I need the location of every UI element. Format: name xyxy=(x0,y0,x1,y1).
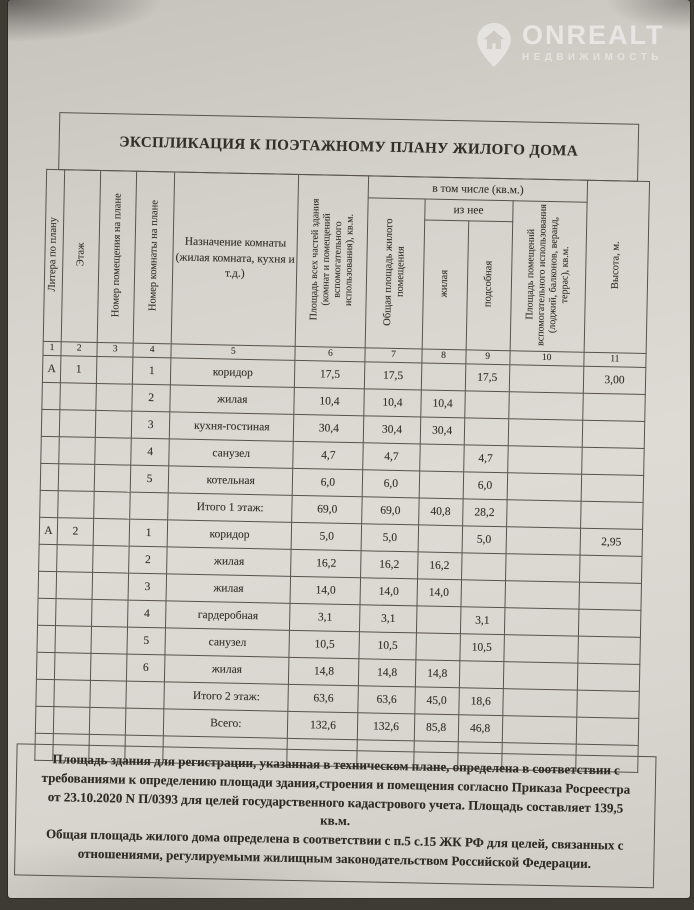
table-cell: 4 xyxy=(128,600,167,628)
table-cell xyxy=(464,391,509,419)
table-cell: 3,1 xyxy=(460,607,505,635)
table-cell: А xyxy=(39,517,58,544)
table-cell: 16,2 xyxy=(417,552,462,580)
table-cell: 46,8 xyxy=(458,715,503,743)
table-cell: 18,6 xyxy=(458,688,503,716)
table-cell: 4,7 xyxy=(463,445,508,473)
table-cell xyxy=(581,447,644,475)
table-cell: котельная xyxy=(168,466,293,495)
table-cell: коридор xyxy=(171,358,296,387)
table-cell xyxy=(60,383,97,411)
table-cell: 14,0 xyxy=(417,579,462,607)
col-num: 2 xyxy=(61,342,97,357)
table-cell xyxy=(580,501,643,529)
col-header-naznachenie: Назначение комнаты (жилая комната, кухня и т.д.) xyxy=(171,172,299,346)
table-cell: 10,4 xyxy=(294,387,365,415)
col-header-litera: Литера по плану xyxy=(43,169,64,341)
table-cell xyxy=(125,708,164,736)
table-cell xyxy=(57,545,94,573)
table-cell xyxy=(39,544,58,571)
watermark-brand: ONREALT xyxy=(522,20,665,50)
table-cell: 17,5 xyxy=(365,362,422,390)
col-num: 7 xyxy=(365,348,421,363)
table-cell: 10,5 xyxy=(359,632,416,660)
group-header-v-tom-chisle: в том числе (кв.м.) xyxy=(369,176,588,202)
col-header-vysota: Высота, м. xyxy=(584,180,650,353)
table-cell xyxy=(41,436,60,463)
table-header xyxy=(43,169,650,367)
table-cell: А xyxy=(42,355,61,382)
table-cell xyxy=(91,626,128,654)
explication-table xyxy=(34,169,650,773)
col-num: 9 xyxy=(465,350,509,365)
table-cell: 4,7 xyxy=(293,441,364,469)
table-cell xyxy=(42,382,61,409)
notes-box xyxy=(14,743,657,888)
table-cell xyxy=(54,653,91,681)
table-cell xyxy=(579,582,642,610)
table-cell xyxy=(93,545,130,573)
table-cell xyxy=(507,446,582,474)
document-page xyxy=(8,0,690,898)
col-num: 4 xyxy=(133,343,171,358)
col-header-podsobnaya: подсобная xyxy=(466,221,513,351)
table-cell xyxy=(38,571,57,598)
table-cell xyxy=(415,633,460,661)
col-num: 8 xyxy=(421,349,465,364)
table-cell: Итого 2 этаж: xyxy=(164,682,289,711)
table-cell xyxy=(508,419,583,447)
table-cell: 14,8 xyxy=(415,660,460,688)
table-cell xyxy=(504,608,579,636)
table-cell xyxy=(502,689,577,717)
table-cell: 10,4 xyxy=(420,390,465,418)
table-cell: 6 xyxy=(127,654,166,682)
table-cell xyxy=(419,444,464,472)
col-num: 1 xyxy=(43,341,61,355)
table-cell xyxy=(576,717,639,745)
table-cell: 10,5 xyxy=(459,634,504,662)
group-header-iz-nee: из нее xyxy=(424,199,513,222)
table-cell: 3 xyxy=(128,573,167,601)
table-cell xyxy=(419,471,464,499)
table-cell: жилая xyxy=(170,385,295,414)
table-cell xyxy=(41,409,60,436)
table-cell: 17,5 xyxy=(295,360,366,388)
table-cell xyxy=(577,690,640,718)
table-cell: 10,5 xyxy=(289,630,360,658)
table-cell xyxy=(583,393,646,421)
table-cell xyxy=(95,410,132,438)
table-cell xyxy=(90,680,127,708)
col-header-ploshchad-vseh-chastey: Площадь всех частей здания (комнат и помещений вспомогательного использования), кв.м. xyxy=(296,174,370,347)
col-num: 11 xyxy=(584,352,646,367)
table-cell: санузел xyxy=(165,628,290,657)
table-cell xyxy=(36,652,55,679)
table-cell xyxy=(59,410,96,438)
table-cell: 14,0 xyxy=(290,576,361,604)
table-cell xyxy=(506,500,581,528)
table-cell xyxy=(581,474,644,502)
table-cell: 3,00 xyxy=(583,366,646,394)
table-cell xyxy=(54,680,91,708)
col-num: 10 xyxy=(510,351,584,366)
table-cell xyxy=(58,464,95,492)
col-header-nomer-pomeshcheniya: Номер помещения на плане xyxy=(97,170,136,343)
table-cell: 69,0 xyxy=(362,497,419,525)
table-cell xyxy=(506,527,581,555)
table-cell xyxy=(89,707,126,735)
table-cell xyxy=(459,661,504,689)
table-cell xyxy=(96,383,133,411)
table-cell xyxy=(56,599,93,627)
table-cell: 4 xyxy=(131,438,170,466)
table-cell: 6,0 xyxy=(463,472,508,500)
table-cell: 14,0 xyxy=(360,578,417,606)
table-cell xyxy=(92,572,129,600)
table-cell: 6,0 xyxy=(293,468,364,496)
table-cell: 30,4 xyxy=(364,416,421,444)
table-cell: 6,0 xyxy=(363,470,420,498)
table-cell: 10,4 xyxy=(364,389,421,417)
table-cell xyxy=(464,418,509,446)
table-cell: 16,2 xyxy=(291,549,362,577)
table-cell xyxy=(582,420,645,448)
table-cell: 28,2 xyxy=(462,499,507,527)
table-cell: 3 xyxy=(131,411,170,439)
table-cell xyxy=(418,525,463,553)
table-cell xyxy=(130,492,169,520)
col-header-zhilaya: жилая xyxy=(422,220,469,350)
table-cell: 132,6 xyxy=(288,711,359,739)
table-cell: 5 xyxy=(130,465,169,493)
table-cell xyxy=(92,599,129,627)
table-cell xyxy=(56,572,93,600)
col-header-nomer-komnaty: Номер комнаты на плане xyxy=(133,171,174,344)
table-cell: кухня-гостиная xyxy=(169,412,294,441)
table-cell: 17,5 xyxy=(465,364,510,392)
table-cell xyxy=(461,553,506,581)
table-cell xyxy=(59,437,96,465)
table-cell xyxy=(509,365,584,393)
table-cell xyxy=(58,491,95,519)
table-cell: 5 xyxy=(127,627,166,655)
table-cell xyxy=(508,392,583,420)
table-cell: 2 xyxy=(132,384,171,412)
table-cell: 5,0 xyxy=(291,522,362,550)
table-cell xyxy=(53,707,90,735)
table-cell: гардеробная xyxy=(166,601,291,630)
table-cell xyxy=(90,653,127,681)
table-body xyxy=(35,355,646,772)
table-cell xyxy=(55,626,92,654)
table-cell xyxy=(38,598,57,625)
table-cell: 2,95 xyxy=(580,528,643,556)
table-cell xyxy=(35,706,54,733)
table-cell: 1 xyxy=(60,356,97,384)
table-cell: 2 xyxy=(57,518,94,546)
table-cell xyxy=(93,518,130,546)
table-cell: 40,8 xyxy=(418,498,463,526)
table-cell: 4,7 xyxy=(363,443,420,471)
table-cell xyxy=(36,679,55,706)
note-registration-area: Площадь здания для регистрации, указанная в техническом плане, определена в соответствии с требованиями к определению площади здания,строения и помещения согласно Приказа Росреестра от 23.10.2020 N П/0393 для целей государственного кадастрового учета. Площадь составляет 139,5 кв.м. xyxy=(41,751,631,829)
table-cell xyxy=(578,609,641,637)
table-cell xyxy=(37,625,56,652)
table-cell xyxy=(579,555,642,583)
table-cell xyxy=(502,716,577,744)
table-cell: жилая xyxy=(165,655,290,684)
table-cell xyxy=(94,464,131,492)
table-cell: Всего: xyxy=(163,709,288,738)
document-title: ЭКСПЛИКАЦИЯ К ПОЭТАЖНОМУ ПЛАНУ ЖИЛОГО ДОМА xyxy=(119,133,579,160)
table-cell: 1 xyxy=(132,357,171,385)
table-cell: 45,0 xyxy=(414,687,459,715)
table-cell: 132,6 xyxy=(358,713,415,741)
table-cell xyxy=(40,490,59,517)
table-cell: жилая xyxy=(166,574,291,603)
col-header-etazh: Этаж xyxy=(61,170,100,343)
table-cell: 14,8 xyxy=(359,659,416,687)
table-cell: коридор xyxy=(167,520,292,549)
table-cell xyxy=(416,606,461,634)
table-cell xyxy=(96,356,133,384)
table-cell xyxy=(578,636,641,664)
col-num: 6 xyxy=(295,346,365,361)
table-cell: 2 xyxy=(129,546,168,574)
note-living-area: Общая площадь жилого дома определена в соответствии с п.5 с.15 ЖК РФ для целей, связанных с отношениями, регулируемыми жилищным законодательством Российской Федерации. xyxy=(45,826,624,871)
table-cell: 16,2 xyxy=(361,551,418,579)
table-cell xyxy=(94,491,131,519)
table-cell: санузел xyxy=(169,439,294,468)
col-num: 5 xyxy=(171,344,295,360)
table-cell: 30,4 xyxy=(294,414,365,442)
table-cell: 85,8 xyxy=(414,714,459,742)
table-cell: 14,8 xyxy=(289,657,360,685)
watermark-subtitle: НЕДВИЖИМОСТЬ xyxy=(522,52,663,63)
table-cell: 3,1 xyxy=(290,603,361,631)
table-cell xyxy=(505,554,580,582)
col-num: 3 xyxy=(97,342,133,357)
table-cell xyxy=(126,681,165,709)
table-cell: жилая xyxy=(167,547,292,576)
table-cell xyxy=(504,635,579,663)
col-header-ploshchad-vspomogatelnogo: Площадь помещений вспомогательного использования (лоджий, балконов, веранд, террас), кв.м. xyxy=(510,201,587,352)
table-cell: 30,4 xyxy=(420,417,465,445)
table-cell: Итого 1 этаж: xyxy=(168,493,293,522)
table-cell xyxy=(40,463,59,490)
table-cell: 5,0 xyxy=(362,524,419,552)
table-cell xyxy=(95,437,132,465)
table-cell: 5,0 xyxy=(462,526,507,554)
table-cell: 1 xyxy=(129,519,168,547)
table-cell xyxy=(503,662,578,690)
table-cell xyxy=(507,473,582,501)
table-cell: 3,1 xyxy=(360,605,417,633)
table-cell xyxy=(461,580,506,608)
table-cell xyxy=(577,663,640,691)
table-cell xyxy=(421,363,466,391)
col-header-obshchaya-ploshchad: Общая площадь жилого помещения xyxy=(366,198,425,349)
table-cell: 63,6 xyxy=(288,684,359,712)
table-cell: 69,0 xyxy=(292,495,363,523)
table-cell: 63,6 xyxy=(358,686,415,714)
table-cell xyxy=(505,581,580,609)
